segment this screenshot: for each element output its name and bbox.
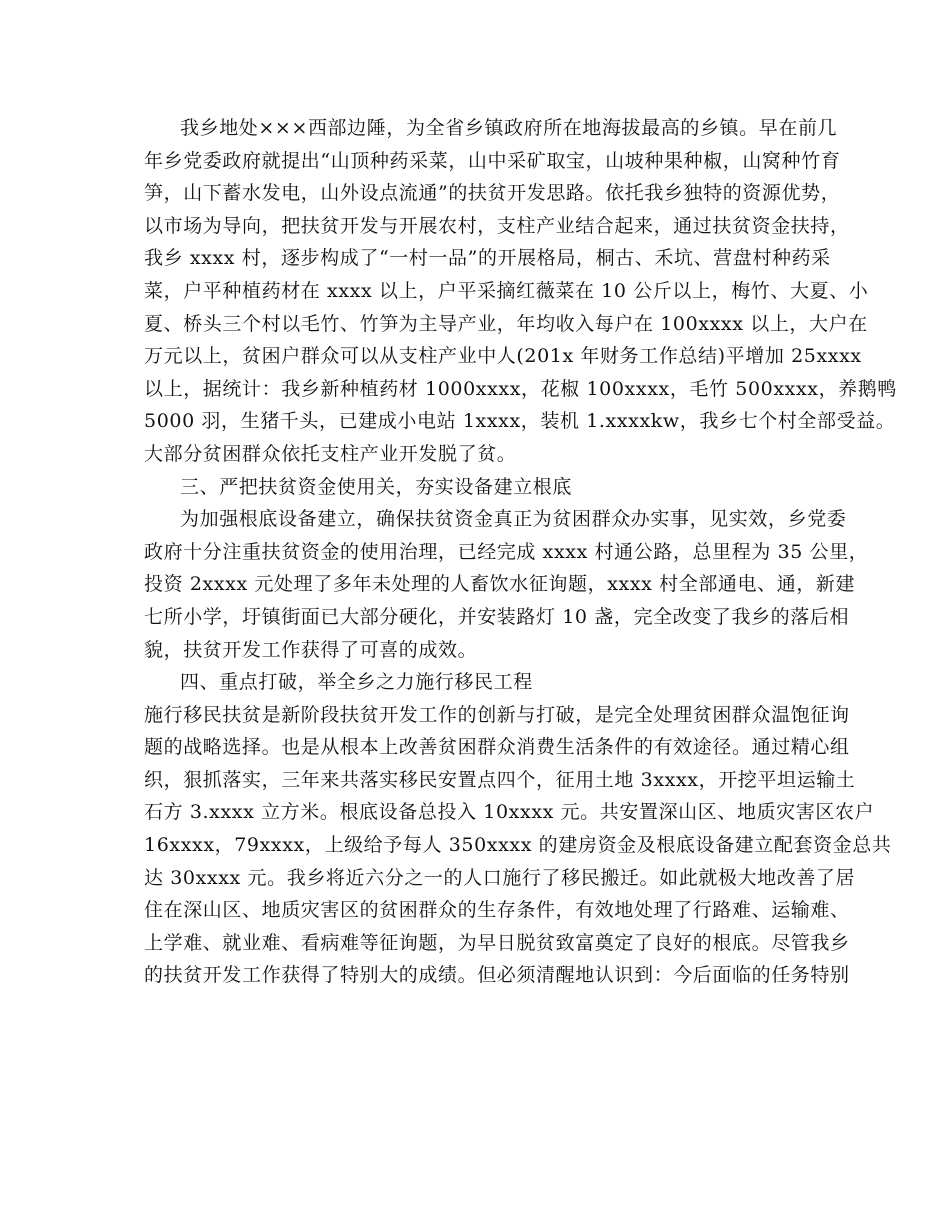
text-line: 菜，户平种植药材在 xxxx 以上，户平采摘红薇菜在 10 公斤以上，梅竹、大夏、小 [144,279,869,302]
document-body [144,112,897,992]
text-line: 住在深山区、地质灾害区的贫困群众的生存条件，有效地处理了行路难、运输难、 [144,899,850,922]
text-line: 以上，据统计：我乡新种植药材 1000xxxx，花椒 100xxxx，毛竹 500xxxx，养鹅鸭 [144,377,897,400]
text-line: 织，狠抓落实，三年来共落实移民安置点四个，征用土地 3xxxx，开挖平坦运输土 [144,768,856,791]
text-line: 投资 2xxxx 元处理了多年未处理的人畜饮水征询题，xxxx 村全部通电、通，新建 [144,573,856,596]
text-line: 大部分贫困群众依托支柱产业开发脱了贫。 [144,442,517,465]
text-line: 题的战略选择。也是从根本上改善贫困群众消费生活条件的有效途径。通过精心组 [144,736,850,759]
text-line: 笋，山下蓄水发电，山外设点流通”的扶贫开发思路。依托我乡独特的资源优势， [144,182,841,205]
text-line: 的扶贫开发工作获得了特别大的成绩。但必须清醒地认识到：今后面临的任务特别 [144,964,850,987]
text-line: 我乡 xxxx 村，逐步构成了“一村一品”的开展格局，桐古、禾坑、营盘村种药采 [144,247,831,270]
text-line: 四、重点打破，举全乡之力施行移民工程 [180,671,533,694]
text-line: 夏、桥头三个村以毛竹、竹笋为主导产业，年均收入每户在 100xxxx 以上，大户在 [144,312,868,335]
text-line: 施行移民扶贫是新阶段扶贫开发工作的创新与打破，是完全处理贫困群众温饱征询 [144,703,850,726]
text-line: 5000 羽，生猪千头，已建成小电站 1xxxx，装机 1.xxxxkw，我乡七个村全部受益。 [144,410,896,433]
text-line: 三、严把扶贫资金使用关，夯实设备建立根底 [180,475,573,498]
text-line: 以市场为导向，把扶贫开发与开展农村，支柱产业结合起来，通过扶贫资金扶持， [144,214,850,237]
text-line: 政府十分注重扶贫资金的使用治理，已经完成 xxxx 村通公路，总里程为 35 公里， [144,540,869,563]
text-line: 达 30xxxx 元。我乡将近六分之一的人口施行了移民搬迁。如此就极大地改善了居 [144,866,856,889]
text-line: 七所小学，圩镇街面已大部分硬化，并安装路灯 10 盏，完全改变了我乡的落后相 [144,605,850,628]
text-line: 貌，扶贫开发工作获得了可喜的成效。 [144,638,478,661]
text-line: 16xxxx，79xxxx，上级给予每人 350xxxx 的建房资金及根底设备建立配套资金总共 [144,834,892,857]
text-line: 石方 3.xxxx 立方米。根底设备总投入 10xxxx 元。共安置深山区、地质灾害区农户 [144,801,875,824]
text-line: 年乡党委政府就提出“山顶种药采菜，山中采矿取宝，山坡种果种椒，山窝种竹育 [144,149,841,172]
text-line: 我乡地处×××西部边陲，为全省乡镇政府所在地海拔最高的乡镇。早在前几 [180,117,838,139]
text-line: 为加强根底设备建立，确保扶贫资金真正为贫困群众办实事，见实效，乡党委 [180,508,847,531]
text-line: 上学难、就业难、看病难等征询题，为早日脱贫致富奠定了良好的根底。尽管我乡 [144,931,850,954]
text-line: 万元以上，贫困户群众可以从支柱产业中人(201x 年财务工作总结)平增加 25xxxx [144,345,862,368]
